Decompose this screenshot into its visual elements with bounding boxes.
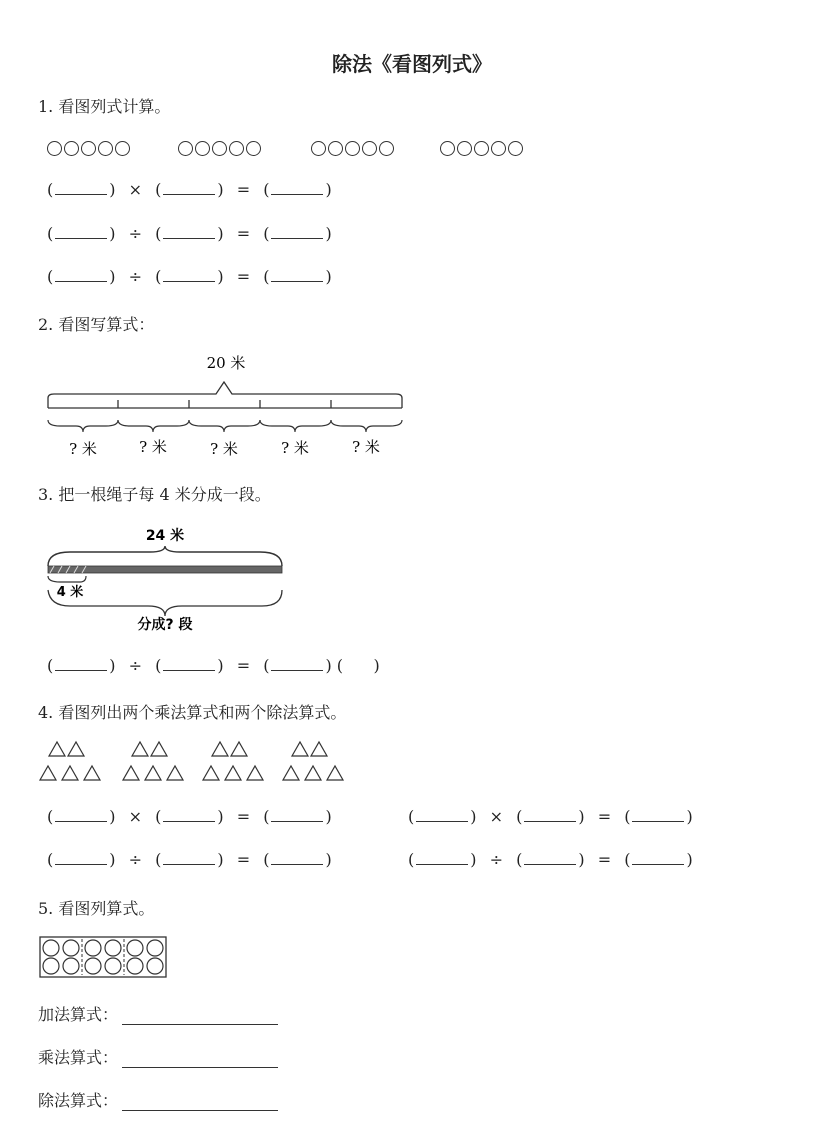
answer-blank[interactable] <box>271 180 323 195</box>
triangle-groups <box>38 738 368 788</box>
triangle-shape <box>292 742 308 756</box>
circle-box-diagram <box>38 935 170 981</box>
circle-shape <box>127 958 143 974</box>
segment-brace <box>331 420 402 432</box>
triangle-shape <box>62 766 78 780</box>
circle-group-4 <box>440 141 525 159</box>
multiplication-row <box>38 1045 278 1068</box>
addition-label: 加法算式： <box>38 1005 119 1024</box>
answer-blank[interactable] <box>55 267 107 282</box>
triangle-shape <box>225 766 241 780</box>
answer-blank[interactable] <box>163 180 215 195</box>
answer-blank[interactable] <box>416 850 468 865</box>
circle-shape <box>43 958 59 974</box>
question-2-label: 2. 看图写算式： <box>38 315 155 334</box>
answer-blank[interactable] <box>55 224 107 239</box>
circle-shape <box>147 940 163 956</box>
triangle-shape <box>123 766 139 780</box>
answer-blank[interactable] <box>55 807 107 822</box>
answer-blank[interactable] <box>416 807 468 822</box>
q4-mult-equation-1: ( ) × ( ) = ( ) <box>47 807 332 826</box>
answer-blank[interactable] <box>163 656 215 671</box>
triangle-shape <box>151 742 167 756</box>
circle-shape <box>147 958 163 974</box>
answer-blank[interactable] <box>163 807 215 822</box>
q3-equation: ( ) ÷ ( ) = ( ) ( ) <box>47 656 380 675</box>
addition-answer-line[interactable] <box>122 1008 278 1025</box>
circle-shape <box>85 958 101 974</box>
multiplication-label: 乘法算式： <box>38 1048 119 1067</box>
q4-div-equation-1: ( ) ÷ ( ) = ( ) <box>47 850 332 869</box>
rope-total-label: 24 米 <box>145 528 185 544</box>
circle-shape <box>105 940 121 956</box>
answer-blank[interactable] <box>271 656 323 671</box>
triangle-shape <box>49 742 65 756</box>
triangle-shape <box>68 742 84 756</box>
triangle-shape <box>145 766 161 780</box>
answer-blank[interactable] <box>632 850 684 865</box>
triangle-shape <box>247 766 263 780</box>
triangle-shape <box>40 766 56 780</box>
top-brace <box>48 382 402 408</box>
division-answer-line[interactable] <box>122 1094 278 1111</box>
segment-brace <box>118 420 189 432</box>
answer-blank[interactable] <box>163 850 215 865</box>
segment-label: ? 米 <box>352 438 380 456</box>
triangle-shape <box>212 742 228 756</box>
q1-equation-3: ( ) ÷ ( ) = ( ) <box>47 267 332 286</box>
division-label: 除法算式： <box>38 1091 119 1110</box>
circle-shape <box>105 958 121 974</box>
triangle-shape <box>84 766 100 780</box>
total-length-label: 20 米 <box>206 354 246 372</box>
question-3-label: 3. 把一根绳子每 4 米分成一段。 <box>38 485 271 504</box>
triangle-shape <box>305 766 321 780</box>
answer-blank[interactable] <box>55 850 107 865</box>
segment-brace <box>48 420 118 432</box>
piece-label: 4 米 <box>56 585 84 600</box>
division-row <box>38 1088 278 1111</box>
addition-row <box>38 1002 278 1025</box>
question-4-label: 4. 看图列出两个乘法算式和两个除法算式。 <box>38 703 347 722</box>
answer-blank[interactable] <box>271 850 323 865</box>
answer-blank[interactable] <box>632 807 684 822</box>
circle-shape <box>127 940 143 956</box>
rope-top-brace <box>48 546 282 566</box>
segment-label: ? 米 <box>281 439 309 457</box>
circle-group-1 <box>47 141 132 159</box>
q4-mult-equation-2: ( ) × ( ) = ( ) <box>408 807 693 826</box>
circle-shape <box>63 958 79 974</box>
circle-group-3 <box>311 141 396 159</box>
triangle-shape <box>132 742 148 756</box>
q4-div-equation-2: ( ) ÷ ( ) = ( ) <box>408 850 693 869</box>
answer-blank[interactable] <box>524 807 576 822</box>
segments-question-label: 分成? 段 <box>137 617 193 633</box>
triangle-shape <box>167 766 183 780</box>
answer-blank[interactable] <box>271 807 323 822</box>
piece-brace <box>48 576 86 582</box>
circle-shape <box>85 940 101 956</box>
question-5-label: 5. 看图列算式。 <box>38 899 155 918</box>
circle-shape <box>43 940 59 956</box>
page-title: 除法《看图列式》 <box>332 52 492 76</box>
answer-blank[interactable] <box>271 267 323 282</box>
q1-equation-2: ( ) ÷ ( ) = ( ) <box>47 224 332 243</box>
rope-diagram <box>40 520 300 640</box>
answer-blank[interactable] <box>163 267 215 282</box>
circle-shape <box>63 940 79 956</box>
answer-blank[interactable] <box>163 224 215 239</box>
segment-label: ? 米 <box>69 440 97 458</box>
segment-label: ? 米 <box>210 440 238 458</box>
segment-diagram <box>40 348 420 468</box>
triangle-shape <box>311 742 327 756</box>
triangle-shape <box>231 742 247 756</box>
answer-blank[interactable] <box>524 850 576 865</box>
triangle-shape <box>283 766 299 780</box>
answer-blank[interactable] <box>55 180 107 195</box>
segment-brace <box>189 420 260 432</box>
segment-label: ? 米 <box>139 438 167 456</box>
unit-blank[interactable]: ( ) <box>336 656 380 675</box>
triangle-shape <box>327 766 343 780</box>
q1-equation-1: ( ) × ( ) = ( ) <box>47 180 332 199</box>
answer-blank[interactable] <box>271 224 323 239</box>
triangle-shape <box>203 766 219 780</box>
circle-group-2 <box>178 141 263 159</box>
segment-brace <box>260 420 331 432</box>
multiplication-answer-line[interactable] <box>122 1051 278 1068</box>
answer-blank[interactable] <box>55 656 107 671</box>
question-1-label: 1. 看图列式计算。 <box>38 97 171 116</box>
